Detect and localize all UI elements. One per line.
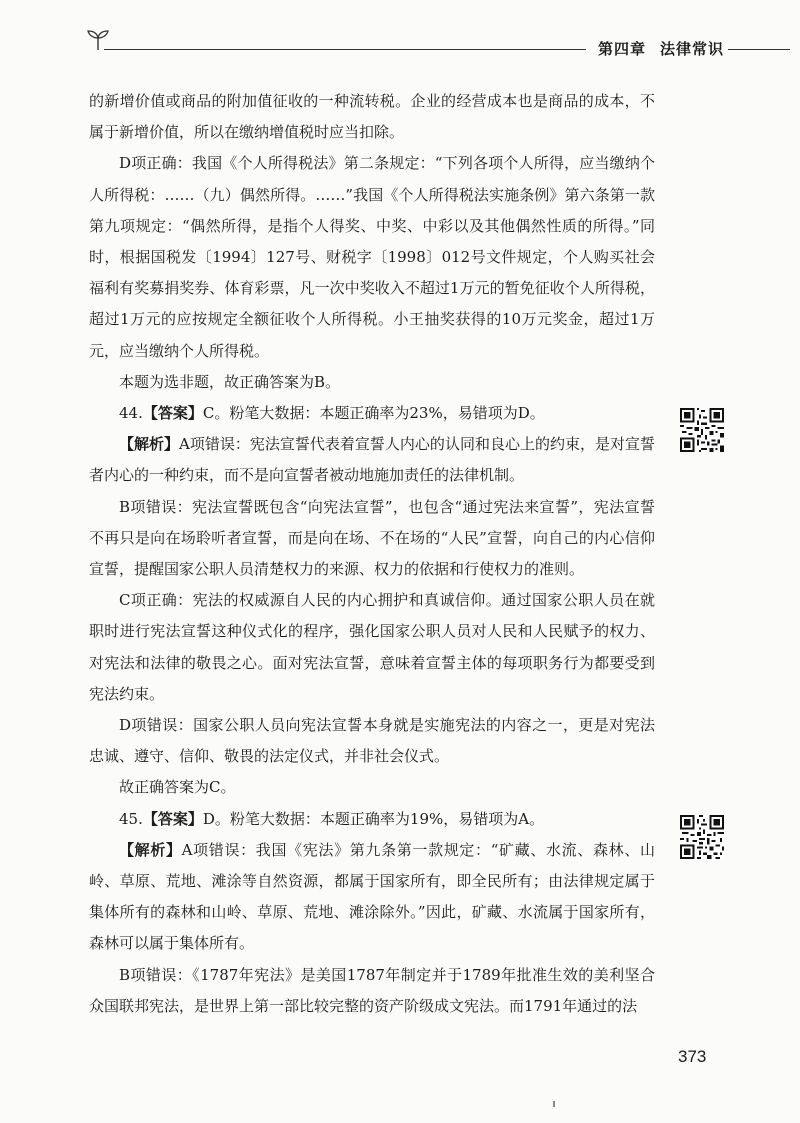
scan-mark [553, 1101, 555, 1107]
paragraph-44-option-b: B项错误：宪法宣誓既包含“向宪法宣誓”，也包含“通过宪法来宣誓”，宪法宣誓不再只是向在场聆听者宣誓，而是向在场、不在场的“人民”宣誓，向自己的内心信仰宣誓，提醒国家公职人员清楚权力的来源、权力的依据和行使权力的准则。 [89, 497, 655, 579]
qr-code-icon[interactable] [680, 815, 724, 859]
page-number: 373 [678, 1047, 707, 1066]
chapter-heading [598, 38, 724, 59]
header-rule-left [104, 49, 586, 50]
chapter-title: 法律常识 [660, 40, 725, 58]
body-text [89, 86, 655, 1022]
question-number: 45. [119, 809, 143, 828]
paragraph-option-d: D项正确：我国《个人所得税法》第二条规定：“下列各项个人所得，应当缴纳个人所得税：……（九）偶然所得。……”我国《个人所得税法实施条例》第六条第一款第九项规定：“偶然所得，是指个人得奖、中奖、中彩以及其他偶然性质的所得。”同时，根据国税发〔1994〕127号、财税字〔1998〕012号文件规定，个人购买社会福利有奖募捐奖券、体育彩票，凡一次中奖收入不超过1万元的暂免征收个人所得税，超过1万元的应按规定全额征收个人所得税。小王抽奖获得的10万元奖金，超过1万元，应当缴纳个人所得税。 [89, 154, 655, 360]
analysis-45: 【解析】A项错误：我国《宪法》第九条第一款规定：“矿藏、水流、森林、山岭、草原、荒地、滩涂等自然资源，都属于国家所有，即全民所有；由法律规定属于集体所有的森林和山岭、草原、荒地、滩涂除外。”因此，矿藏、水流属于国家所有，森林可以属于集体所有。 [89, 840, 655, 953]
chapter-label: 第四章 [598, 40, 647, 58]
paragraph-44-conclusion: 故正确答案为C。 [119, 778, 236, 797]
paragraph-44-option-d: D项错误：国家公职人员向宪法宣誓本身就是实施宪法的内容之一，更是对宪法忠诚、遵守、信仰、敬畏的法定仪式，并非社会仪式。 [89, 716, 655, 766]
answer-tag: 【答案】 [142, 404, 203, 423]
answer-44: 44.【答案】C。粉笔大数据：本题正确率为23%，易错项为D。 [119, 404, 545, 423]
answer-45: 45.【答案】D。粉笔大数据：本题正确率为19%，易错项为A。 [119, 809, 545, 828]
header-rule-right [728, 49, 790, 50]
qr-code-icon[interactable] [680, 408, 724, 452]
question-number: 44. [119, 404, 143, 423]
analysis-tag: 【解析】 [119, 840, 182, 859]
paragraph-44-option-c: C项正确：宪法的权威源自人民的内心拥护和真诚信仰。通过国家公职人员在就职时进行宪法宣誓这种仪式化的程序，强化国家公职人员对人民和人民赋予的权力、对宪法和法律的敬畏之心。面对宪法宣誓，意味着宣誓主体的每项职务行为都要受到宪法约束。 [89, 591, 655, 703]
paragraph-45-option-b: B项错误：《1787年宪法》是美国1787年制定并于1789年批准生效的美利坚合众国联邦宪法，是世界上第一部比较完整的资产阶级成文宪法。而1791年通过的法 [89, 965, 655, 1015]
analysis-44: 【解析】A项错误：宪法宣誓代表着宣誓人内心的认同和良心上的约束，是对宣誓者内心的一种约束，而不是向宣誓者被动地施加责任的法律机制。 [89, 435, 655, 485]
answer-tag: 【答案】 [142, 809, 203, 828]
page-header [0, 0, 800, 70]
analysis-tag: 【解析】 [119, 435, 180, 454]
paragraph-conclusion: 本题为选非题，故正确答案为B。 [119, 372, 341, 391]
paragraph-continued: 的新增价值或商品的附加值征收的一种流转税。企业的经营成本也是商品的成本，不属于新增价值，所以在缴纳增值税时应当扣除。 [89, 92, 655, 142]
